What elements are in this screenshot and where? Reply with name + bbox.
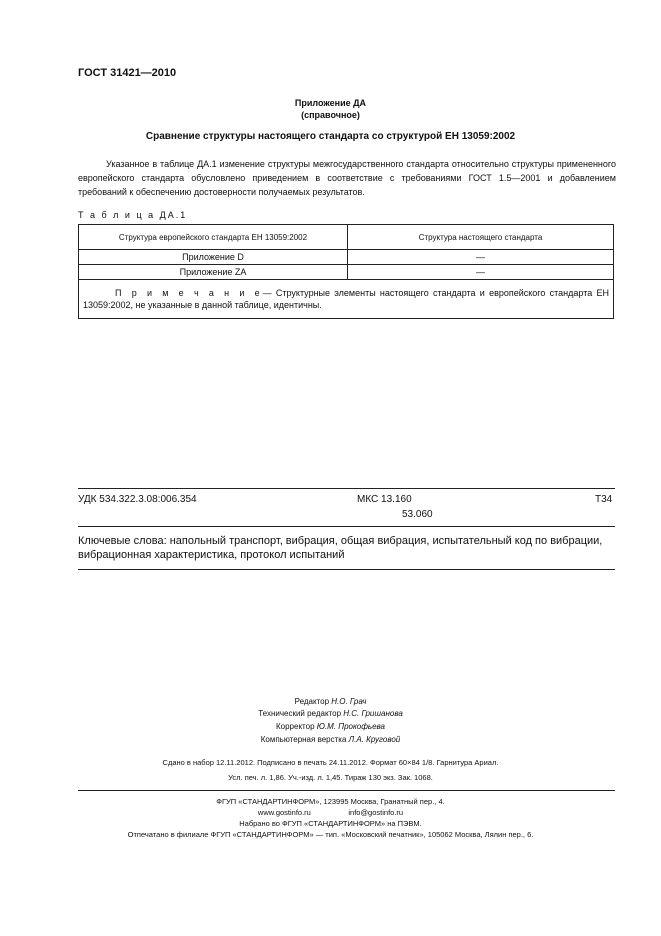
imprint-line-1: Сдано в набор 12.11.2012. Подписано в печать 24.11.2012. Формат 60×84 1/8. Гарнитура Ариал. [162, 758, 499, 767]
credit-label: Компьютерная верстка [260, 735, 347, 744]
appendix-title: Приложение ДА [294, 98, 367, 108]
credit-label: Технический редактор [258, 709, 342, 718]
credit-name: Л.А. Круговой [348, 735, 401, 744]
table-cell: — [348, 265, 614, 280]
credit-corrector [0, 722, 661, 731]
divider-middle [78, 526, 615, 527]
mks-code: МКС 13.160 [357, 494, 412, 505]
keywords: Ключевые слова: напольный транспорт, вибрация, общая вибрация, испытательный код по вибрации, вибрационная характеристика, протокол испытаний [78, 535, 603, 561]
udk-code: УДК 534.322.3.08:006.354 [78, 494, 197, 505]
table-cell: — [348, 250, 614, 265]
credit-name: Н.С. Гришанова [343, 709, 403, 718]
table-header-cell: Структура европейского стандарта ЕН 13059:2002 [79, 225, 348, 250]
table-cell: Приложение ZA [79, 265, 348, 280]
publisher-line-3: Набрано во ФГУП «СТАНДАРТИНФОРМ» на ПЭВМ. [239, 819, 422, 828]
note-text: — Структурные элементы настоящего стандарта и европейского стандарта ЕН 13059:2002, не указанные в данной таблице, идентичны. [83, 288, 609, 310]
table-row [79, 250, 614, 265]
table-row [79, 265, 614, 280]
table-header-cell: Структура настоящего стандарта [348, 225, 614, 250]
mks-code-2: 53.060 [402, 509, 433, 520]
group-code: Т34 [595, 494, 613, 505]
credit-name: Ю.М. Прокофьева [316, 722, 385, 731]
divider-publisher [78, 790, 615, 791]
table-note-row [79, 280, 614, 319]
divider-bottom [78, 569, 615, 570]
credit-label: Корректор [276, 722, 315, 731]
table-caption: Т а б л и ц а ДА.1 [78, 210, 188, 220]
note-label: П р и м е ч а н и е [115, 288, 263, 298]
credit-tech-editor [0, 709, 661, 718]
credit-label: Редактор [294, 697, 330, 706]
table-header-row [79, 225, 614, 250]
divider-top [78, 488, 615, 489]
credit-editor [0, 697, 661, 706]
table-cell: Приложение D [79, 250, 348, 265]
appendix-subtitle: (справочное) [301, 110, 360, 120]
appendix-heading: Сравнение структуры настоящего стандарта со структурой ЕН 13059:2002 [145, 131, 516, 142]
comparison-table [78, 224, 614, 319]
publisher-line-1: ФГУП «СТАНДАРТИНФОРМ», 123995 Москва, Гранатный пер., 4. [216, 797, 445, 806]
publisher-contacts: www.gostinfo.ru info@gostinfo.ru [257, 808, 404, 817]
imprint-line-2: Усл. печ. л. 1,86. Уч.-изд. л. 1,45. Тираж 130 экз. Зак. 1068. [228, 773, 433, 782]
table-note [79, 280, 614, 319]
credit-name: Н.О. Грач [331, 697, 367, 706]
credit-layout [0, 735, 661, 744]
intro-paragraph: Указанное в таблице ДА.1 изменение структуры межгосударственного стандарта относительно структуры примененного европейского стандарта обусловлено приведением в соответствие с требованиями ГОСТ 1.5—2001 и добавлением требований к обеспечению достоверности получаемых результатов. [78, 159, 616, 197]
document-header: ГОСТ 31421—2010 [78, 67, 177, 79]
publisher-line-4: Отпечатано в филиале ФГУП «СТАНДАРТИНФОРМ» — тип. «Московский печатник», 105062 Москва, Лялин пер., 6. [127, 830, 534, 839]
